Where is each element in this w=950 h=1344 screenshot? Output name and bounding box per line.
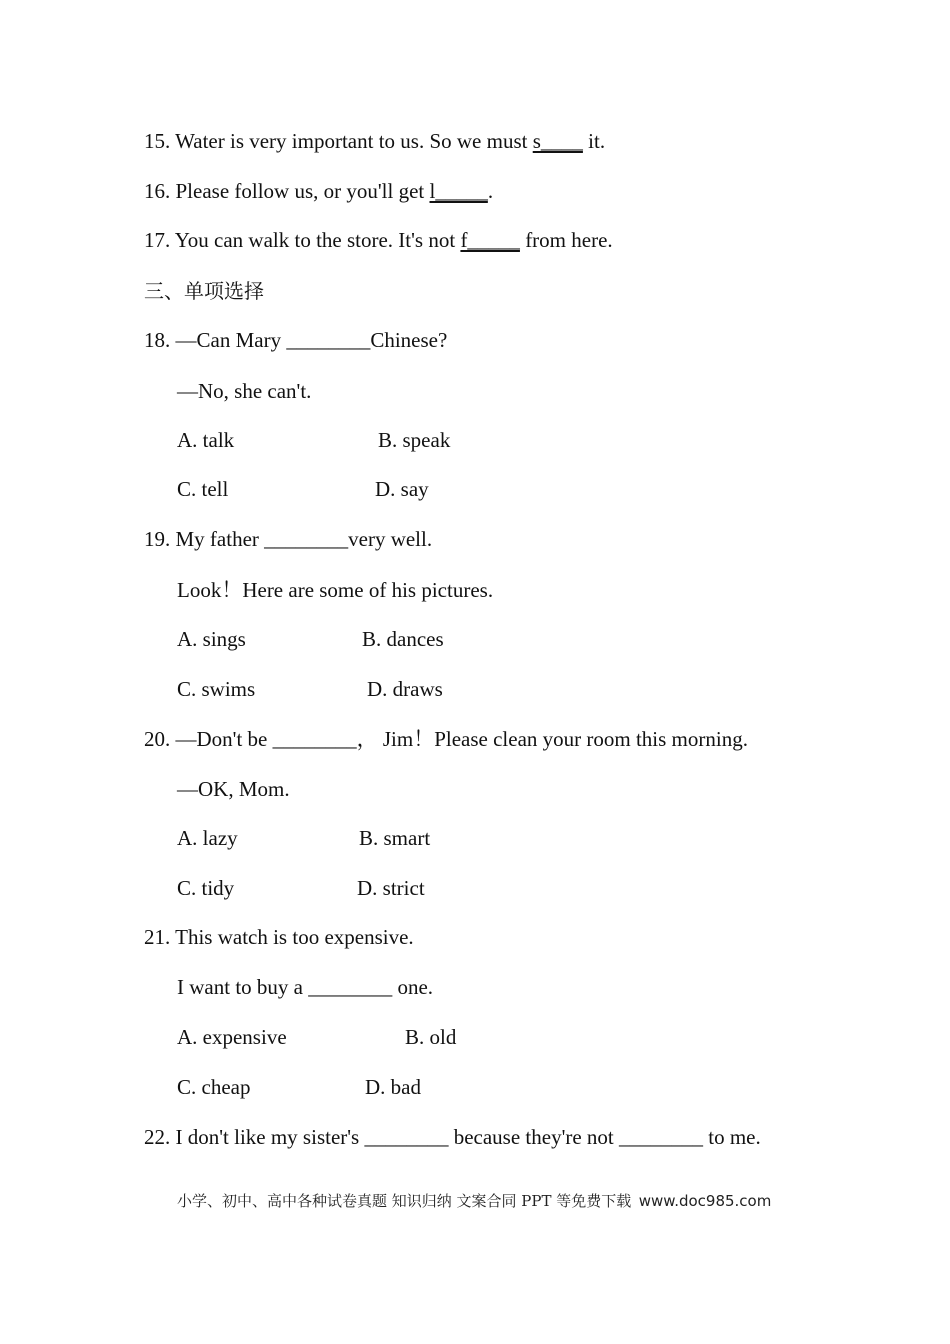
- option-a: A. expensive: [177, 1025, 287, 1049]
- question-21-stem: 21. This watch is too expensive.: [144, 925, 414, 949]
- page-footer: [177, 1190, 771, 1211]
- answer-blank: s____: [532, 129, 583, 153]
- option-b: B. dances: [362, 627, 444, 651]
- question-16: 16. Please follow us, or you'll get l_____.: [144, 179, 494, 203]
- footer-text: 小学、初中、高中各种试卷真题 知识归纳 文案合同 PPT 等免费下载: [177, 1192, 632, 1210]
- footer-url: www.doc985.com: [638, 1192, 772, 1210]
- question-19-stem: 19. My father ________very well.: [144, 527, 433, 551]
- question-20-stem: 20. —Don't be ________， Jim！Please clean your room this morning.: [144, 727, 748, 751]
- option-c: C. tidy: [177, 876, 235, 900]
- answer-blank: l_____: [429, 179, 488, 203]
- section-heading: 三、单项选择: [144, 279, 264, 303]
- question-20-reply: —OK, Mom.: [177, 777, 290, 801]
- option-d: D. say: [375, 477, 429, 501]
- question-22-stem: 22. I don't like my sister's ________ because they're not ________ to me.: [144, 1125, 761, 1149]
- question-19-reply: Look！Here are some of his pictures.: [177, 578, 494, 602]
- option-d: D. bad: [365, 1075, 421, 1099]
- answer-blank: f_____: [460, 228, 520, 252]
- option-c: C. cheap: [177, 1075, 251, 1099]
- question-18-stem: 18. —Can Mary ________Chinese?: [144, 328, 448, 352]
- option-a: A. talk: [177, 428, 235, 452]
- option-c: C. tell: [177, 477, 229, 501]
- question-21-reply: I want to buy a ________ one.: [177, 975, 434, 999]
- question-18-reply: —No, she can't.: [177, 379, 312, 403]
- option-c: C. swims: [177, 677, 256, 701]
- option-a: A. sings: [177, 627, 246, 651]
- question-17: 17. You can walk to the store. It's not f_____ from here.: [144, 228, 613, 252]
- option-b: B. old: [405, 1025, 457, 1049]
- option-d: D. strict: [357, 876, 425, 900]
- option-b: B. smart: [359, 826, 431, 850]
- option-b: B. speak: [378, 428, 451, 452]
- option-d: D. draws: [367, 677, 443, 701]
- option-a: A. lazy: [177, 826, 238, 850]
- question-15: 15. Water is very important to us. So we must s____ it.: [144, 129, 606, 153]
